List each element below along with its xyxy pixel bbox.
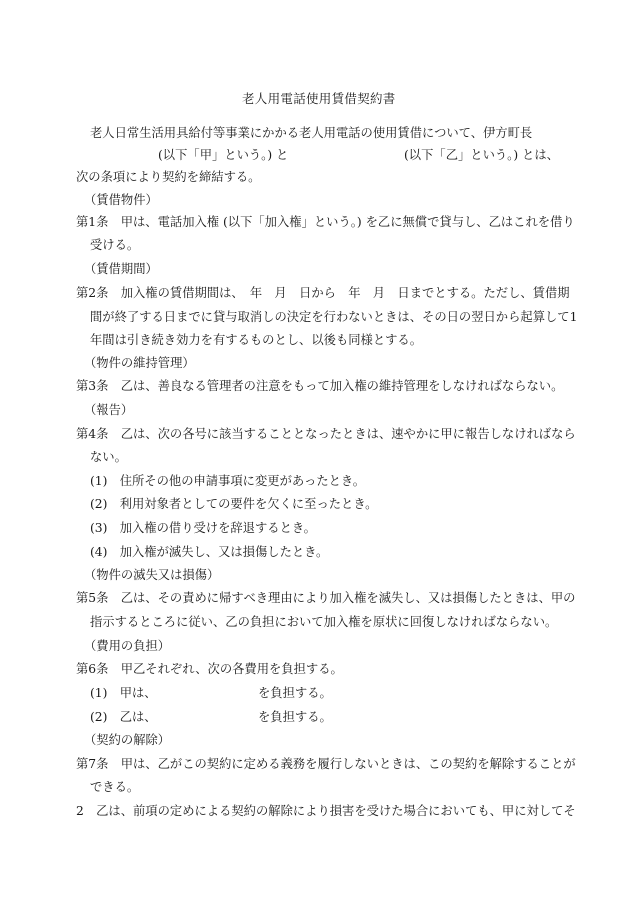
article-7-paragraph-2: 2 乙は、前項の定めによる契約の解除により損害を受けた場合においても、甲に対してそ: [76, 804, 576, 818]
preamble-line-3: 次の条項により契約を締結する。: [76, 170, 261, 184]
article-6-item-2-label: (2) 乙は、: [90, 710, 157, 724]
heading-loss-damage: （物件の滅失又は損傷）: [84, 568, 220, 582]
preamble-party-a-note: (以下「甲」という。) と: [158, 148, 289, 162]
article-2-line-2: 間が終了する日までに貸与取消しの決定を行わないときは、その日の翌日から起算して1: [90, 310, 578, 324]
article-4-line-2: ない。: [90, 450, 127, 464]
article-5-line-2: 指示するところに従い、乙の負担において加入権を原状に回復しなければならない。: [90, 615, 558, 629]
article-6-item-1-suffix: を負担する。: [258, 686, 332, 700]
article-1-line-2: 受ける。: [90, 238, 140, 252]
article-4-item-4: (4) 加入権が滅失し、又は損傷したとき。: [90, 545, 329, 559]
article-4-item-3: (3) 加入権の借り受けを辞退するとき。: [90, 521, 316, 535]
article-2-line-3: 年間は引き続き効力を有するものとし、以後も同様とする。: [90, 333, 423, 347]
article-2-line-1: 第2条 加入権の賃借期間は、 年 月 日から 年 月 日までとする。ただし、賃借期: [76, 286, 570, 300]
article-6-item-2-suffix: を負担する。: [258, 710, 332, 724]
article-7-line-2: できる。: [90, 780, 140, 794]
heading-rental-property: （賃借物件）: [84, 193, 158, 207]
article-1-line-1: 第1条 甲は、電話加入権 (以下「加入権」という。) を乙に無償で貸与し、乙はこれを借り: [76, 215, 575, 229]
heading-report: （報告）: [84, 403, 134, 417]
article-7-line-1: 第7条 甲は、乙がこの契約に定める義務を履行しないときは、この契約を解除することが: [76, 757, 576, 771]
preamble-party-b-note: (以下「乙」という。) とは、: [404, 148, 559, 162]
article-5-line-1: 第5条 乙は、その責めに帰すべき理由により加入権を滅失し、又は損傷したときは、甲の: [76, 591, 576, 605]
article-6-item-1-label: (1) 甲は、: [90, 686, 157, 700]
article-6-line-1: 第6条 甲乙それぞれ、次の各費用を負担する。: [76, 662, 343, 676]
article-3-line-1: 第3条 乙は、善良なる管理者の注意をもって加入権の維持管理をしなければならない。: [76, 379, 564, 393]
preamble-line-1: 老人日常生活用具給付等事業にかかる老人用電話の使用賃借について、伊方町長: [90, 126, 533, 140]
heading-cost-burden: （費用の負担）: [84, 639, 171, 653]
article-4-line-1: 第4条 乙は、次の各号に該当することとなったときは、速やかに甲に報告しなければなら: [76, 427, 576, 441]
article-4-item-2: (2) 利用対象者としての要件を欠くに至ったとき。: [90, 497, 378, 511]
heading-cancellation: （契約の解除）: [84, 733, 171, 747]
document-title: 老人用電話使用賃借契約書: [242, 91, 396, 106]
article-4-item-1: (1) 住所その他の申請事項に変更があったとき。: [90, 474, 366, 488]
heading-rental-period: （賃借期間）: [84, 262, 158, 276]
heading-maintenance: （物件の維持管理）: [84, 356, 195, 370]
